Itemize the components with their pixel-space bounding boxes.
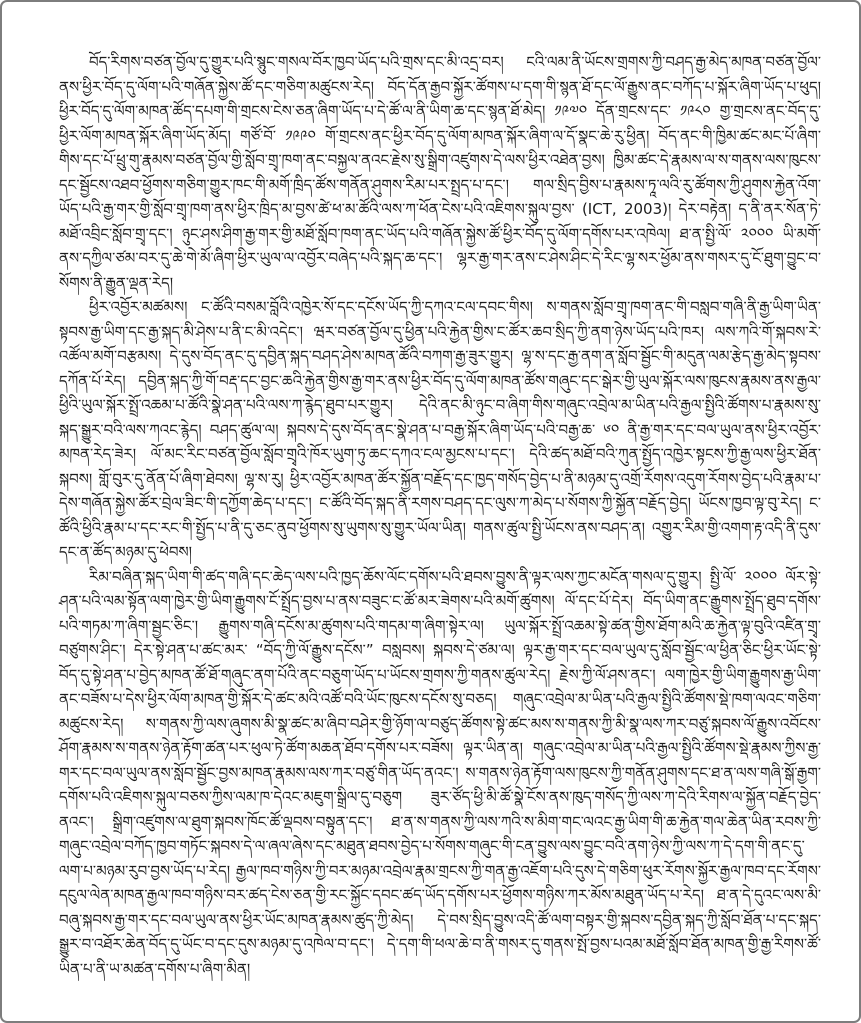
document-text-body xyxy=(59,50,821,981)
paragraph-1: བོད་རིགས་བཙན་བྱོལ་དུ་གྱུར་པའི་སྙུང་གསལ་བོར་ཁྱབ་ཡོད་པའི་གྲས་དང་མི་འདྲ་བར། ངའི་ལམ་ནི་ཡོངས་གྲགས་ཀྱི་བཤད་རྒྱ་མེད་མཁན་བཙན་བྱོལ་ནས་ཕྱིར་བོད་དུ་ལོག་པའི་གཞོན་སྐྱེས་ཚོ་དང་གཅིག་མཚུངས་རེད། བོད་དོན་རྒྱབ་སྐྱོར་ཚོགས་པ་དག་གི་སྙན་ཐོ་དང་ལོ་རྒྱུས་ནང་བཀོད་པ་སྐོར་ཞིག་ཡོད་པ་ཕུད། ཕྱིར་བོད་དུ་ལོག་མཁན་ཚོད་དཔག་གི་གྲངས་ངེས་ཅན་ཞིག་ཡོད་པ་དེ་ཚོ་ལ་ནི་ཡིག་ཆ་དང་སྙན་ཐོ་མེད། ༡༩༧༠ དོན་གྲངས་དང་ ༡༩༨༠ གྱ་གྲངས་ནང་བོད་དུ་ཕྱིར་ལོག་མཁན་སྐོར་ཞིག་ཡོད་མོད། གཙོ་བོ་ ༡༩༩༠ གོ་གྲངས་ནང་ཕྱིར་བོད་དུ་ལོག་མཁན་སྐོར་ཞིག་ལ་དོ་སྣང་ཆེ་རུ་ཕྱིན། བོད་ནང་གི་ཁྱིམ་ཚང་མང་པོ་ཞིག་གིས་དང་པོ་ཕྲུ་གུ་རྣམས་བཙན་བྱོལ་གྱི་སློབ་གྲྭ་ཁག་ནང་བསྐྱལ་ནའང་རྗེས་སུ་སྒྲིག་འཛུགས་དེ་ལས་ཕྱིར་འཐེན་བྱས། ཁྱིམ་ཚང་དེ་རྣམས་ལ་ས་གནས་ལས་ཁུངས་དང་སྦྱོངས་འཐབ་ཕྱོགས་གཅིག་གྱུར་ཁང་གི་མགོ་ཁྲིད་ཚོས་གནོན་ཤུགས་རིམ་པར་སྤྲད་པ་དང་། གལ་སྲིད་བྱིས་པ་རྣམས་ཏཱ་ལའི་རུ་ཚོགས་ཀྱི་ཤུགས་རྐྱེན་འོག་ཡོད་པའི་རྒྱ་གར་གྱི་སློབ་གྲྭ་ཁག་ནས་ཕྱིར་ཁྲིད་མ་བྱས་ཚེ་ཕ་མ་ཚོའི་ལས་ཀ་ཕོན་ངེས་པའི་འཇིགས་སྐུལ་བྱས་ (ICT, 2003)། དེར་བརྟེན། ད་ནི་ནར་སོན་ཏེ་མཐོ་འབྲིང་སློབ་གྲྭ་དང་། ཉུང་ཤས་ཤིག་རྒྱ་གར་གྱི་མཐོ་སློབ་ཁག་ནང་ཡོད་པའི་གཞོན་སྐྱེས་ཚོ་ཕྱིར་བོད་དུ་ལོག་དགོས་པར་འཁེལ། ཐ་ན་སྤྱི་ལོ་ ༢༠༠༠ ཡི་མགོ་ནས་དཀྱིལ་ཙམ་བར་དུ་ཆེ་གེ་མོ་ཞིག་ཕྱིར་ཡུལ་ལ་འབྱོར་བཞེད་པའི་སྐད་ཆ་དང་། ལྷར་རྒྱ་གར་ནས་ང་ཤེས་ཤིང་དེ་རིང་ལྷ་སར་ཕྱོམ་ནས་གསར་དུ་ངོ་ཐུག་བྱུང་བ་སོགས་ནི་རྒྱུན་ལྡན་རེད། xyxy=(59,53,821,292)
paragraph-2: ཕྱིར་འབྱོར་མཚམས། ང་ཚོའི་བསམ་བློའི་འཁྱེར་སོ་དང་དངོས་ཡོད་ཀྱི་དཀའ་ངལ་དབང་གིས། ས་གནས་སློབ་གྲྭ་ཁག་ནང་གི་བསླབ་གཞི་ནི་རྒྱ་ཡིག་ཡིན་སྟབས་རྒྱ་ཡིག་དང་རྒྱ་སྐད་མི་ཤེས་པ་ནི་ང་མི་འདེང་། ཝར་བཙན་བྱོལ་དུ་ཕྱིན་པའི་རྐྱེན་གྱིས་ང་ཚོར་ཆབ་སྲིད་ཀྱི་ནག་ཉེས་ཡོད་པའི་ཁར། ལས་ཀའི་གོ་སྐབས་རེ་འཚོལ་མགོ་བརྩམས། དེ་དུས་བོད་ནང་དུ་དབྱིན་སྐད་བཤད་ཤེས་མཁན་ཚོའི་བཀག་རྒྱ་ཟུར་གྱུར། ལྷ་ས་དང་རྒྱ་ནག་ན་སློབ་སྦྱོང་གི་མདུན་ལམ་རྩེད་རྒྱ་མེད་སྟབས་དཀོན་པོ་རེད། དབྱིན་སྐད་ཀྱི་གོ་བརྡ་དང་བྱང་ཆའི་རྐྱེན་གྱིས་རྒྱ་གར་ནས་ཕྱིར་བོད་དུ་ལོག་མཁན་ཚོས་གཞུང་དང་སྒེར་གྱི་ཡུལ་སྐོར་ལས་ཁུངས་རྣམས་ནས་རྒྱལ་ཕྱིའི་ཡུལ་སྐོར་སྤྲོ་འཆམ་པ་ཚོའི་སྣེ་ཤན་པའི་ལས་ཀ་རྙེད་ཐུབ་པར་གྱུར། དེའི་ནང་མི་ཉུང་བ་ཞིག་གིས་གཞུང་འབྲེལ་མ་ཡིན་པའི་རྒྱལ་སྤྱིའི་ཚོགས་པ་རྣམས་སུ་སྐད་སྒྱུར་བའི་ལས་ཀའང་རྙེད། བཤད་ཚུལ་ལ། སྐབས་དེ་དུས་བོད་ནང་སྣེ་ཤན་པ་བརྒྱ་སྐོར་ཞིག་ཡོད་པའི་བརྒྱ་ཆ་ ༦༠ ནི་རྒྱ་གར་དང་བལ་ཡུལ་ནས་ཕྱིར་འབྱོར་མཁན་རེད་ཟེར། ལོ་མང་རིང་བཙན་བྱོལ་སློབ་གྲྭའི་ཁོར་ཡུག་ཏུ་ཆང་དཀའ་ངལ་མྱངས་པ་དང་། དེའི་ཚད་མཐོ་བའི་ཀུན་སྤྱོད་འཁྱེར་སྟངས་ཀྱི་རྒྱ་ལས་ཕྱིར་ཐོན་སྐབས། གློ་བུར་དུ་ནོན་པོ་ཞིག་ཐེབས། ལྷ་ས་རུ། ཕྱིར་འབྱོར་མཁན་ཚོར་སྐྱོན་བརྗོད་དང་ཁྱད་གསོད་བྱེད་པ་ནི་མཉམ་དུ་འགྲོ་རོགས་འདུག་རོགས་བྱེད་པའི་རྣམ་པ་དེས་གཞོན་སྐྱེས་ཚོར་བྲེལ་ཟིང་གི་དཀྱོག་ཆེད་པ་དང་། ང་ཚོའི་བོད་སྐད་ནི་རགས་བཤད་དང་ལུས་ཀ་མེད་པ་སོགས་ཀྱི་སྐྱོན་བརྗོད་བྱེད། ཡོངས་ཁྱབ་ལྟ་བུ་རེད། ང་ཚོའི་ཕྱིའི་རྣམ་པ་དང་རང་གི་སྤྱོད་པ་ནི་དུ་ཅང་ནུབ་ཕྱོགས་སུ་ཡུགས་སུ་གྱུར་ཡོལ་ཡིན། གནས་ཚུལ་སྤྱི་ཡོངས་ནས་བཤད་ན། འགྱུར་རིམ་གྱི་འགག་རྟ་འདི་ནི་དུས་དང་ན་ཚོད་མཉམ་དུ་ཕེབས། xyxy=(59,298,821,561)
paragraph-3: རིམ་བཞིན་སྐད་ཡིག་གི་ཚད་གཞི་དང་ཆེད་ལས་པའི་ཁྱད་ཆོས་ལོང་དགོས་པའི་ཐབས་བྱུས་ནི་ལྟར་ལས་ཀྱང་མངོན་གསལ་དུ་གྱུར། སྤྱི་ལོ་ ༢༠༠༠ ལོར་སྟེ་ཤན་པའི་ལམ་སྟོན་ལག་ཁྱེར་གྱི་ཡིག་རྒྱུགས་ངོ་སྤྲོད་བྱས་པ་ནས་བཟུང་ང་ཚོ་མར་ཟེགས་པའི་མགོ་ཚུགས། ལོ་དང་པོ་དེར། བོད་ཡིག་ནང་རྒྱུགས་སྤྲོད་ཐུབ་དགོས་པའི་གཏམ་ཀ་ཞིག་སྦྱང་ཅིང་། རྒྱུགས་གཞི་དངོས་མ་ཚུགས་པའི་གདམ་ག་ཞིག་སྟེར་ལ། ཡུལ་སྐོར་སྤྲོ་འཆམ་སྟེ་ཚན་གྱིས་ཐོག་མའི་ཆ་རྐྱེན་ལྟ་བུའི་འཛིན་གྲྭ་བཙུགས་ཤིང་། དེར་སྟེ་ཤན་པ་ཚང་མར་ “བོད་ཀྱི་ལོ་རྒྱུས་དངོས་” བསླབས། སྐབས་དེ་ཙམ་ལ། ལྟར་རྒྱ་གར་དང་བལ་ཡུལ་དུ་སློབ་སྦྱོང་ལ་ཕྱིན་ཅིང་ཕྱིར་ཡོང་སྟེ་བོད་དུ་སྟེ་ཤན་པ་བྱེད་མཁན་ཚོ་ཐོ་གཞུང་ནག་པོའི་ནང་བཅུག་ཡོད་པ་ཡོངས་གྲགས་ཀྱི་གནས་ཚུལ་རེད། རྗེས་ཀྱི་ལོ་ཤས་ནང་། ལག་ཁྱེར་གྱི་ཡིག་རྒྱུགས་རྒྱ་ཡིག་ནང་བཟོས་པ་དེས་ཕྱིར་ལོག་མཁན་གྱི་སྐོར་དེ་ཚང་མའི་འཚོ་བའི་ཡོང་ཁུངས་དངོས་སུ་བཅད། གཞུང་འབྲེལ་མ་ཡིན་པའི་རྒྱལ་སྤྱིའི་ཚོགས་སྡེ་ཁག་ལའང་གཅིག་མཚུངས་རེད། ས་གནས་ཀྱི་ལས་ཞུགས་མི་སྣ་ཚང་མ་ཞིབ་བཤེར་གྱི་ཉོག་ལ་བཙུད་ཚོགས་སྟེ་ཚང་མས་ས་གནས་ཀྱི་མི་སྣ་ལས་ཀར་བཙུ་སྐབས་ལོ་རྒྱུས་འབོངས་ཤོག་རྣམས་ས་གནས་ཉེན་རྟོག་ཚན་པར་ཕུལ་ཏེ་ཚོག་མཆན་ཐོབ་དགོས་པར་བཟོས། ལྟར་ཡིན་ན། གཞུང་འབྲེལ་མ་ཡིན་པའི་རྒྱལ་སྤྱིའི་ཚོགས་སྡེ་རྣམས་ཀྱིས་རྒྱ་གར་དང་བལ་ཡུལ་ནས་སློབ་སྦྱོང་བྱས་མཁན་རྣམས་ལས་ཀར་བཙུ་གིན་ཡོད་ནའང་། ས་གནས་ཉེན་རྟོག་ལས་ཁུངས་ཀྱི་གནོན་ཤུགས་དང་ཐ་ན་ལས་གཞི་སྒོ་རྒྱག་དགོས་པའི་འཇིགས་སྐུལ་བཅས་ཀྱིས་ལམ་ཁ་དེའང་མཇུག་སྒྲིལ་དུ་བཅུག ཟུར་ཙོད་ཕྱི་མི་ཚོ་སྣེ་ངོས་ནས་ཁུད་གསོད་ཀྱི་ལས་ཀ་དེའི་རིགས་ལ་སྐྱོན་བརྗོད་བྱེད་ནའང་། སྒྲིག་འཛུགས་ལ་ཐུག་སྐབས་ཁོང་ཚོ་ལྡབས་བསྟུན་དང་། ཐ་ན་ས་གནས་ཀྱི་ལས་ཀའི་ས་མིག་གང་ལའང་རྒྱ་ཡིག་གི་ཆ་རྐྱེན་གལ་ཆེན་ཡིན་རབས་ཀྱི་གཞུང་འབྲེལ་བཀོད་ཁྱབ་གཏོང་སྐབས་དེ་ལ་ཞལ་ཞེས་དང་མཐུན་ཐབས་བྱེད་པ་སོགས་གཞུང་གི་ངན་བྱུས་ལས་བྱུང་བའི་ནག་ཉེས་ཀྱི་ལས་ཀ་དེ་དག་གི་ནང་དུ་ལག་པ་མཉམ་རུབ་བྱས་ཡོད་པ་རེད། རྒྱལ་ཁབ་གཉིས་ཀྱི་བར་མཉམ་འབྲེལ་རྣམ་གྲངས་ཀྱི་གན་རྒྱ་འཇོག་པའི་དུས་དེ་གཅིག་ཕུར་རོགས་སྐྱོར་རྒྱལ་ཁབ་དང་རོགས་དངུལ་ལེན་མཁན་རྒྱལ་ཁབ་གཉིས་བར་ཚད་ངེས་ཅན་གྱི་རང་སྐྱོང་དབང་ཚད་ཡོད་དགོས་པར་ཕྱོགས་གཉིས་ཀར་མོས་མཐུན་ཡོད་པ་རེད། ཐ་ན་དེ་དུའང་ལས་མི་བཞུ་སྐབས་རྒྱ་གར་དང་བལ་ཡུལ་ནས་ཕྱིར་ཡོང་མཁན་རྣམས་ཚུད་ཀྱི་མེད། དེ་བས་སྲིད་བྱུས་འདི་ཚོ་ལག་བསྟར་གྱི་སྐབས་དབྱིན་སྐད་ཀྱི་སློབ་ཐོན་པ་དང་སྐད་སྒྱུར་བ་འཐོར་ཆེན་བོད་དུ་ཡོང་བ་དང་དུས་མཉམ་དུ་འཁེལ་བ་དང་། དེ་དག་གི་ཕལ་ཆེ་བ་ནི་གསར་དུ་གནས་སྤོ་བྱས་པའམ་མཐོ་སློབ་ཐོན་མཁན་གྱི་རྒྱ་རིགས་ཚོ་ཡིན་པ་ནི་ཡ་མཚན་དགོས་པ་ཞིག་མིན། xyxy=(59,567,821,978)
